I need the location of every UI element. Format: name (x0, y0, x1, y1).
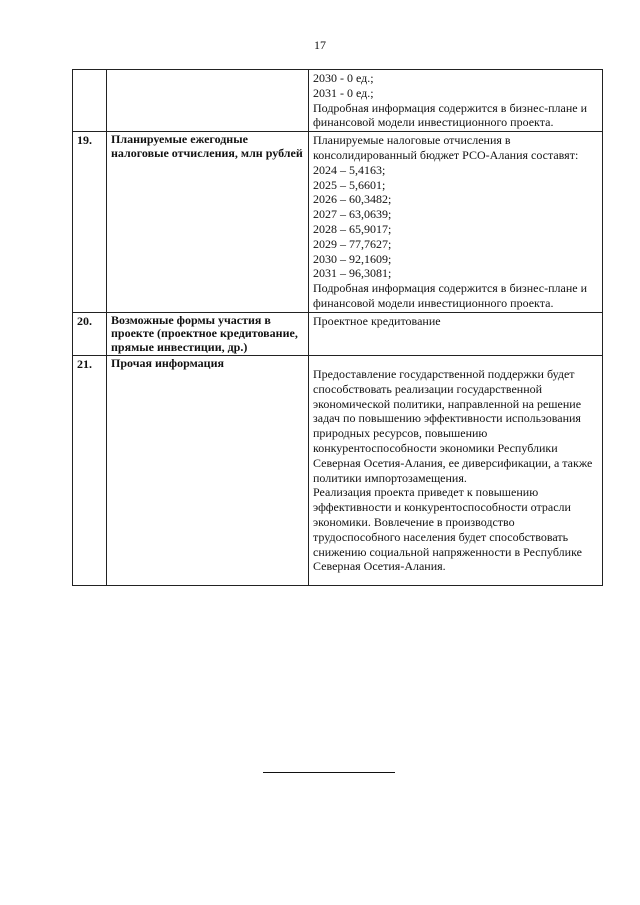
value-paragraph: Предоставление государственной поддержки будет способствовать реализации государственной экономической политики, направленной на решение задач по повышению эффективности использования природных ресурсов, повышению конкурентоспособности экономики Республики Северная Осетия-Алания, ее диверсификации, а также политики импортозамещения. (313, 366, 593, 485)
row-number: 19. (73, 132, 107, 313)
value-line: 2031 – 96,3081; (313, 266, 392, 281)
value-line: 2024 – 5,4163; (313, 162, 386, 177)
value-line: Подробная информация содержится в бизнес-плане и финансовой модели инвестиционного проекта. (313, 100, 588, 130)
row-label: Планируемые ежегодные налоговые отчисления, млн рублей (107, 132, 309, 313)
row-value (309, 355, 603, 585)
value-line: 2031 - 0 ед.; (313, 85, 374, 100)
value-line: 2028 – 65,9017; (313, 221, 392, 236)
table-row-20 (73, 312, 603, 355)
table-row-continuation (73, 70, 603, 132)
table-row-21 (73, 355, 603, 585)
footer-rule (263, 772, 395, 773)
value-line: 2030 – 92,1609; (313, 251, 392, 266)
value-line: 2025 – 5,6601; (313, 177, 386, 192)
row-number (73, 70, 107, 132)
row-label: Возможные формы участия в проекте (проектное кредитование, прямые инвестиции, др.) (107, 312, 309, 355)
row-number: 21. (73, 355, 107, 585)
value-paragraph: Реализация проекта приведет к повышению эффективности и конкурентоспособности отрасли экономики. Вовлечение в производство трудоспособного населения будет способствовать снижению социальной напряженности в Республике Северная Осетия-Алания. (313, 485, 582, 574)
row-value (309, 312, 603, 355)
value-line: 2030 - 0 ед.; (313, 71, 374, 85)
row-value (309, 132, 603, 313)
value-line: Проектное кредитование (313, 313, 441, 328)
row-label (107, 70, 309, 132)
table-row-19 (73, 132, 603, 313)
row-label: Прочая информация (107, 355, 309, 585)
value-line: 2029 – 77,7627; (313, 236, 392, 251)
project-info-table (72, 69, 603, 586)
value-line: Планируемые налоговые отчисления в консолидированный бюджет РСО-Алания составят: (313, 133, 579, 162)
page-number: 17 (314, 38, 326, 52)
value-line: Подробная информация содержится в бизнес-плане и финансовой модели инвестиционного проекта. (313, 281, 588, 310)
row-number: 20. (73, 312, 107, 355)
value-line: 2026 – 60,3482; (313, 192, 392, 207)
value-line: 2027 – 63,0639; (313, 207, 392, 222)
row-value (309, 70, 603, 132)
